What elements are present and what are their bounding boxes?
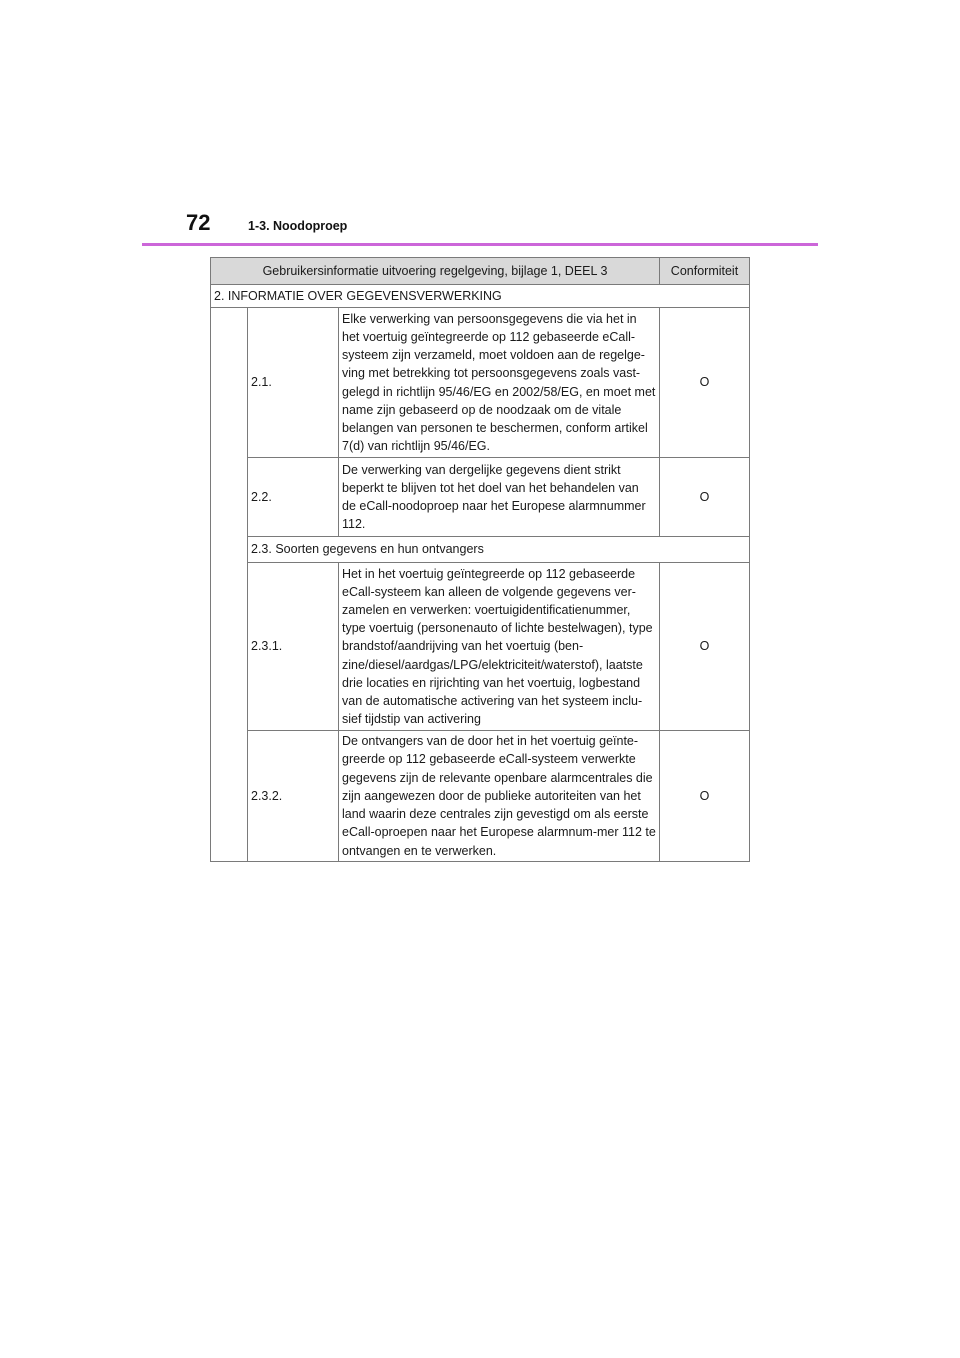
row-number: 2.3.2. xyxy=(248,731,339,862)
indent-cell xyxy=(211,308,248,862)
section-title: 1-3. Noodoproep xyxy=(248,219,348,233)
subheading-row xyxy=(211,537,750,563)
section-heading: 2. INFORMATIE OVER GEGEVENSVERWERKING xyxy=(211,285,750,308)
row-conformity: O xyxy=(660,458,750,537)
row-text: Elke verwerking van persoonsgegevens die via het in het voertuig geïntegreerde op 112 gebaseerde eCall-systeem zijn verzameld, moet voldoen aan de regelge-ving met betrekking tot persoonsgegevens zoals vast-gelegd in richtlijn 95/46/EG en 2002/58/EG, en moet met name zijn gebaseerd op de noodzaak om de vitale belangen van personen te beschermen, conform artikel 7(d) van richtlijn 95/46/EG. xyxy=(339,308,660,458)
row-text: De ontvangers van de door het in het voertuig geïnte-greerde op 112 gebaseerde eCall-systeem verwerkte gegevens zijn de relevante openbare alarmcentrales die zijn aangewezen door de publieke autoriteiten van het land waarin deze centrales zijn gevestigd om als eerste eCall-oproepen naar het Europese alarmnum-mer 112 te ontvangen en te verwerken. xyxy=(339,731,660,862)
row-number: 2.3.1. xyxy=(248,563,339,731)
subheading: 2.3. Soorten gegevens en hun ontvangers xyxy=(248,537,750,563)
regulation-table xyxy=(210,257,750,862)
page-number: 72 xyxy=(186,210,211,235)
row-conformity: O xyxy=(660,308,750,458)
table-header-row xyxy=(211,258,750,285)
header-rule xyxy=(142,243,818,246)
row-text: Het in het voertuig geïntegreerde op 112 gebaseerde eCall-systeem kan alleen de volgende gegevens ver-zamelen en verwerken: voertuigidentificatienummer, type voertuig (personenauto of lichte bestelwagen), type brandstof/aandrijving van het voertuig (ben-zine/diesel/aardgas/LPG/elektriciteit/waterstof), laatste drie locaties en rijrichting van het voertuig, logbestand van de automatische activering van het systeem inclu-sief tijdstip van activering xyxy=(339,563,660,731)
table-header-info: Gebruikersinformatie uitvoering regelgeving, bijlage 1, DEEL 3 xyxy=(211,258,660,285)
row-number: 2.1. xyxy=(248,308,339,458)
table-row xyxy=(211,308,750,458)
row-conformity: O xyxy=(660,731,750,862)
section-heading-row xyxy=(211,285,750,308)
table-row xyxy=(211,458,750,537)
row-text: De verwerking van dergelijke gegevens dient strikt beperkt te blijven tot het doel van het behandelen van de eCall-noodoproep naar het Europese alarmnummer 112. xyxy=(339,458,660,537)
table-row xyxy=(211,563,750,731)
table-header-conformity: Conformiteit xyxy=(660,258,750,285)
table-row xyxy=(211,731,750,862)
row-number: 2.2. xyxy=(248,458,339,537)
row-conformity: O xyxy=(660,563,750,731)
